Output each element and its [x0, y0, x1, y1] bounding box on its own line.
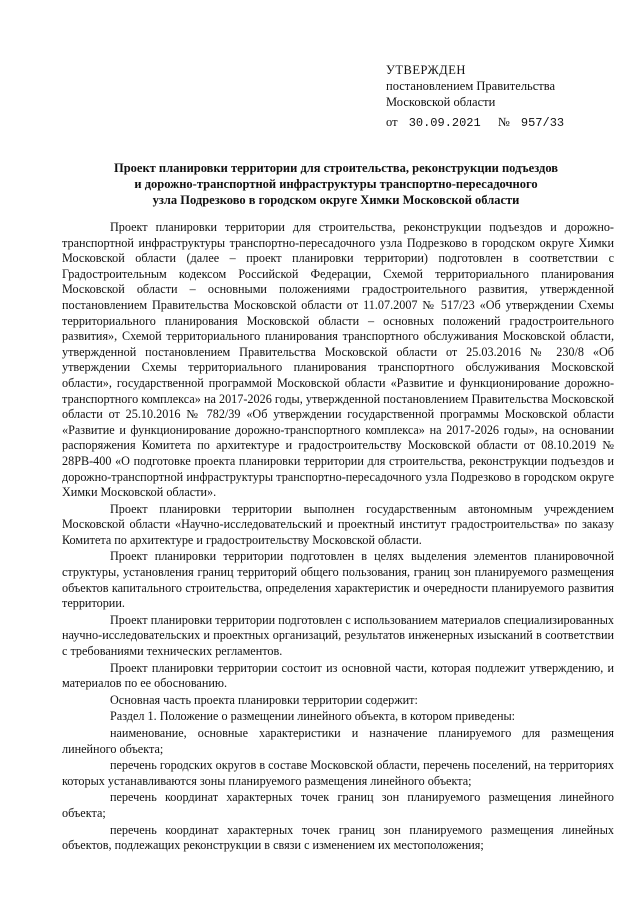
from-label: от — [386, 115, 398, 129]
paragraph-executor: Проект планировки территории выполнен государственным автономным учреждением Московской области «Научно-исследовательский и проектный институт градостроительства» по заказу Комитета по архитектуре и градостроительству Московской области. — [62, 501, 614, 547]
title-line-1: Проект планировки территории для строительства, реконструкции подъездов — [113, 161, 559, 175]
paragraph-composition: Проект планировки территории состоит из основной части, которая подлежит утверждению, и материалов по ее обоснованию. — [62, 660, 614, 691]
approval-heading: УТВЕРЖДЕН — [386, 63, 466, 77]
list-item-name: наименование, основные характеристики и назначение планируемого для размещения линейного объекта; — [62, 726, 614, 756]
list-item-coordinates: перечень координат характерных точек границ зон планируемого размещения линейного объекта; — [62, 790, 614, 820]
document-title — [96, 160, 576, 208]
approval-date: 30.09.2021 — [408, 116, 481, 130]
approval-stamp — [386, 62, 626, 131]
title-line-3: узла Подрезково в городском округе Химки Московской области — [152, 193, 520, 207]
paragraph-materials: Проект планировки территории подготовлен с использованием материалов специализированных научно-исследовательских и проектных организаций, результатов инженерных изысканий в соответствии с требованиями технических регламентов. — [62, 612, 614, 659]
list-item-reconstruction-coordinates: перечень координат характерных точек границ зон планируемого размещения линейных объектов, подлежащих реконструкции в связи с изменением их местоположения; — [62, 822, 614, 853]
list-item-districts: перечень городских округов в составе Московской области, перечень поселений, на территориях которых устанавливаются зоны планируемого размещения линейного объекта; — [62, 758, 614, 788]
paragraph-intro: Проект планировки территории для строительства, реконструкции подъездов и дорожно-транспортной инфраструктуры транспортно-пересадочного узла Подрезково в городском округе Химки Московской области (далее – проект планировки территории) подготовлен в соответствии с Градостроительным кодексом Российской Федерации, Схемой территориального планирования Московской области – основными положениями градостроительного развития, утвержденной постановлением Правительства Московской области от 11.07.2007 № 517/23 «Об утверждении Схемы территориального планирования Московской области – основных положений градостроительного развития», Схемой территориального планирования транспортного обслуживания Московской области, утвержденной постановлением Правительства Московской области от 25.03.2016 № 230/8 «Об утверждении Схемы территориального планирования транспортного обслуживания Московской области», государственной программой Московской области «Развитие и функционирование дорожно-транспортного комплекса» на 2017-2026 годы, утвержденной постановлением Правительства Московской области от 25.10.2016 № 782/39 «Об утверждении государственной программы Московской области «Развитие и функционирование дорожно-транспортного комплекса» на 2017-2026 годы», на основании распоряжения Комитета по архитектуре и градостроительству Московской области от 08.10.2019 № 28РВ-400 «О подготовке проекта планировки территории для строительства, реконструкции подъездов и дорожно-транспортной инфраструктуры транспортно-пересадочного узла Подрезково в городском округе Химки Московской области». — [62, 220, 614, 500]
approval-date-line — [386, 114, 626, 131]
title-line-2: и дорожно-транспортной инфраструктуры транспортно-пересадочного — [134, 177, 538, 191]
number-label: № — [497, 115, 510, 129]
document-body — [62, 220, 614, 854]
approval-number: 957/33 — [520, 116, 565, 130]
paragraph-purpose: Проект планировки территории подготовлен в целях выделения элементов планировочной структуры, установления границ территорий общего пользования, границ зон планируемого размещения объектов капитального строительства, определения характеристик и очередности планируемого развития территории. — [62, 549, 614, 611]
approval-line-2: Московской области — [386, 95, 496, 109]
paragraph-section-1: Раздел 1. Положение о размещении линейного объекта, в котором приведены: — [110, 709, 516, 724]
paragraph-main-part: Основная часть проекта планировки территории содержит: — [110, 692, 418, 707]
approval-line-1: постановлением Правительства — [386, 79, 556, 93]
